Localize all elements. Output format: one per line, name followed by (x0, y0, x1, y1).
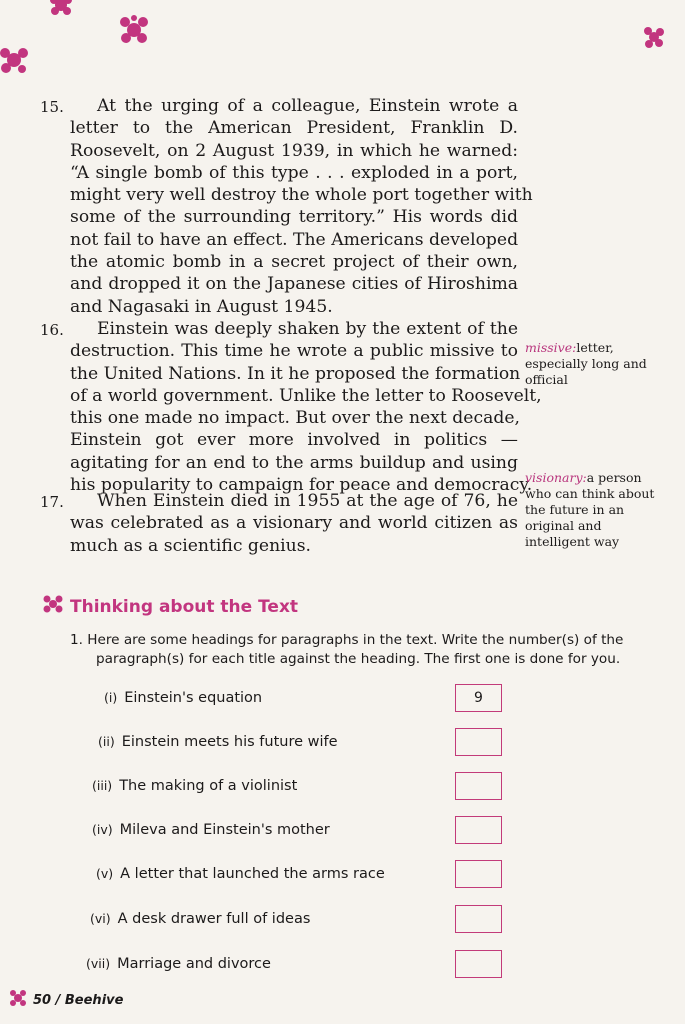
gloss-definition: official (525, 372, 568, 387)
exercise-instructions (70, 631, 670, 669)
text-line: was celebrated as a visionary and world citizen as (70, 513, 518, 534)
gloss-definition: letter, (576, 340, 614, 355)
text-line: the atomic bomb in a secret project of their own, (70, 252, 518, 273)
text-line: agitating for an end to the arms buildup and using (70, 452, 518, 473)
text-line: Einstein was deeply shaken by the extent of the (97, 319, 518, 339)
answer-box[interactable] (455, 950, 502, 978)
text-line: When Einstein died in 1955 at the age of 76, he (97, 491, 518, 511)
text-line: his popularity to campaign for peace and democracy. (70, 475, 533, 496)
gloss-missive (525, 340, 680, 388)
answer-box[interactable] (455, 860, 502, 888)
text-line: and dropped it on the Japanese cities of Hiroshima (70, 274, 518, 295)
question-number: (v) (96, 866, 114, 881)
page-footer (8, 988, 123, 1012)
section-title: Thinking about the Text (70, 596, 299, 617)
question-row (0, 860, 685, 894)
instruction-line: 1. Here are some headings for paragraphs in the text. Write the number(s) of the (70, 632, 624, 648)
flower-icon (640, 22, 668, 52)
flower-icon (46, 0, 76, 18)
instruction-line: paragraph(s) for each title against the heading. The first one is done for you. (96, 651, 621, 667)
question-number: (vi) (90, 911, 111, 926)
question-row (0, 728, 685, 762)
answer-box[interactable]: 9 (455, 684, 502, 712)
answer-box[interactable] (455, 772, 502, 800)
question-row (0, 772, 685, 806)
question-heading: A desk drawer full of ideas (117, 911, 311, 927)
text-line: destruction. This time he wrote a public missive to (70, 341, 518, 362)
text-line: much as a scientific genius. (70, 535, 312, 556)
question-number: (iv) (92, 822, 113, 837)
question-heading: Marriage and divorce (117, 956, 271, 972)
text-line: Einstein got ever more involved in politics — (70, 430, 518, 451)
question-heading: Einstein's equation (124, 690, 263, 706)
page-number: 50 / Beehive (33, 992, 124, 1008)
paragraph-number: 17. (40, 493, 64, 511)
gloss-term: visionary: (525, 470, 587, 485)
question-heading: Einstein meets his future wife (121, 734, 338, 750)
text-line: of a world government. Unlike the letter to Roosevelt, (70, 385, 542, 406)
text-line: this one made no impact. But over the next decade, (70, 408, 520, 429)
gloss-term: missive: (525, 340, 577, 355)
gloss-definition: a person (586, 470, 642, 485)
answer-box[interactable] (455, 905, 502, 933)
section-heading (40, 592, 298, 621)
gloss-definition: who can think about (525, 486, 655, 501)
gloss-definition: the future in an (525, 502, 625, 517)
question-row (0, 816, 685, 850)
question-row (0, 905, 685, 939)
answer-box[interactable] (455, 728, 502, 756)
question-row (0, 950, 685, 984)
gloss-definition: intelligent way (525, 534, 620, 549)
text-line: might very well destroy the whole port together with (70, 185, 533, 206)
text-line: and Nagasaki in August 1945. (70, 296, 333, 317)
flower-icon (0, 44, 32, 78)
text-line: At the urging of a colleague, Einstein wrote a (97, 96, 518, 116)
flower-icon (8, 988, 28, 1012)
text-line: some of the surrounding territory.” His words did (70, 207, 518, 228)
flower-icon (40, 592, 66, 621)
gloss-visionary (525, 470, 680, 550)
question-heading: A letter that launched the arms race (120, 866, 385, 882)
text-line: Roosevelt, on 2 August 1939, in which he warned: (70, 140, 518, 161)
text-line: letter to the American President, Franklin D. (70, 118, 518, 139)
question-number: (ii) (98, 734, 115, 749)
text-line: “A single bomb of this type . . . exploded in a port, (70, 162, 518, 183)
gloss-definition: especially long and (525, 356, 647, 371)
question-heading: The making of a violinist (119, 778, 298, 794)
text-line: the United Nations. In it he proposed the formation (70, 363, 521, 384)
paragraph-number: 16. (40, 321, 64, 339)
gloss-definition: original and (525, 518, 602, 533)
paragraph-number: 15. (40, 98, 64, 116)
question-number: (i) (104, 690, 118, 705)
question-number: (iii) (92, 778, 113, 793)
flower-icon (114, 12, 154, 48)
question-row (0, 684, 685, 718)
text-line: not fail to have an effect. The Americans developed (70, 229, 519, 250)
answer-box[interactable] (455, 816, 502, 844)
question-heading: Mileva and Einstein's mother (119, 822, 330, 838)
question-number: (vii) (86, 956, 111, 971)
